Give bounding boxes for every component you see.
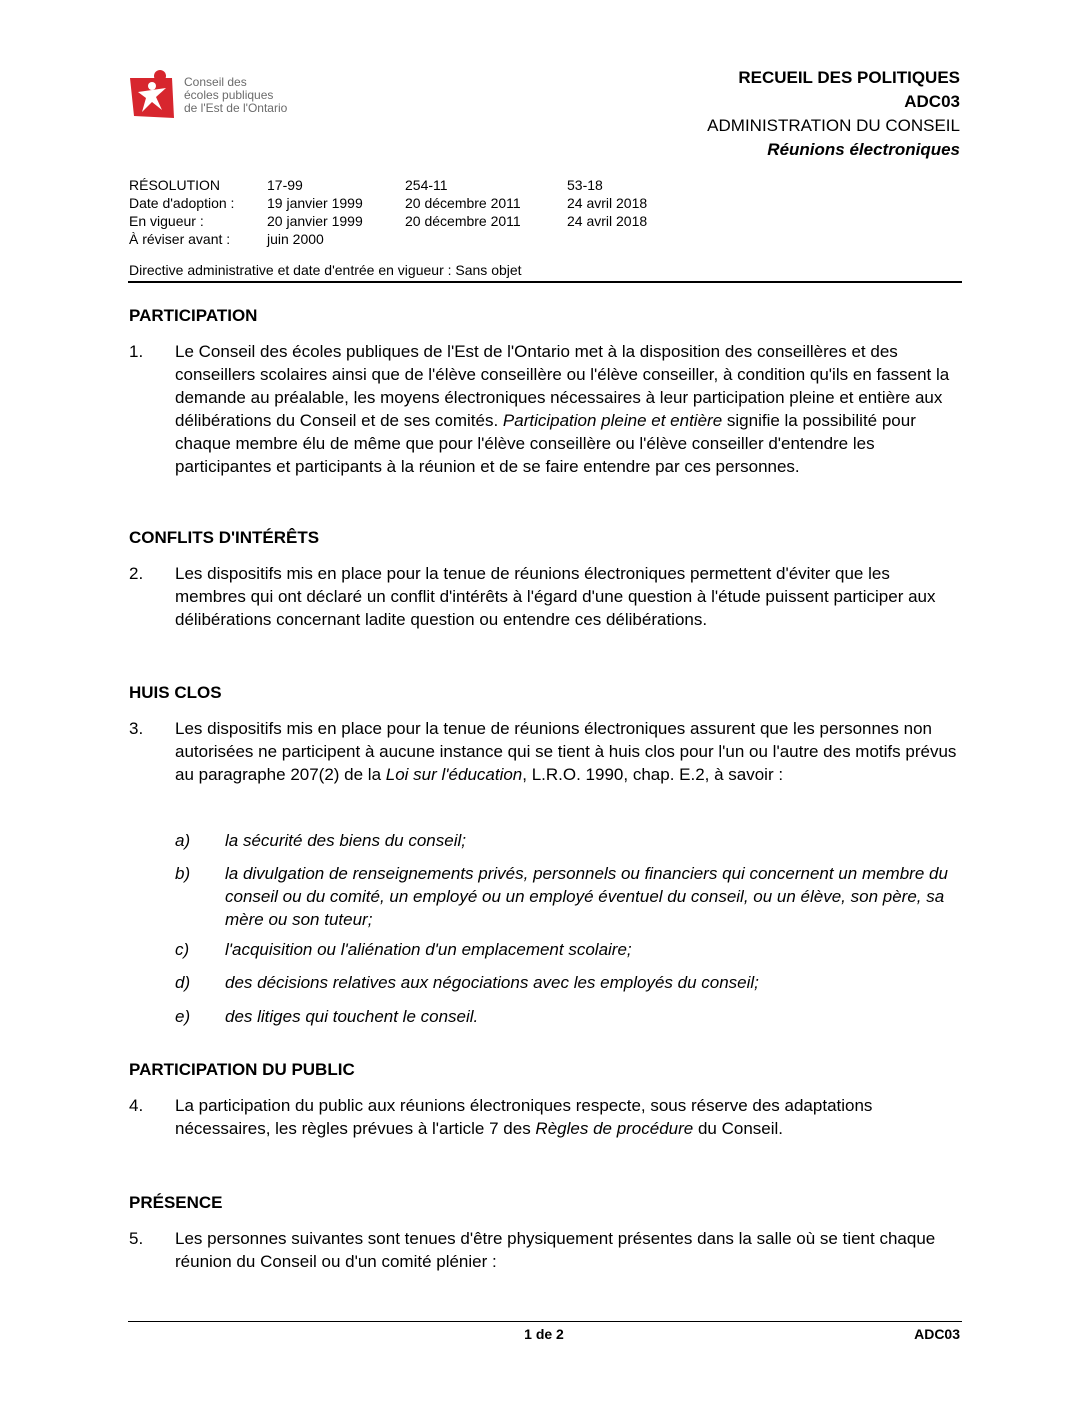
directive-note: Directive administrative et date d'entrée en vigueur : Sans objet <box>129 262 522 278</box>
section-title-public: PARTICIPATION DU PUBLIC <box>129 1060 355 1079</box>
list-item-label: d) <box>175 973 191 992</box>
logo-line-3: de l'Est de l'Ontario <box>184 101 288 115</box>
list-item-label: e) <box>175 1007 191 1026</box>
list-item <box>175 862 965 931</box>
document-header <box>707 66 960 162</box>
logo-line-1: Conseil des <box>184 75 247 89</box>
paragraph-number: 1. <box>129 342 144 361</box>
policy-category: ADMINISTRATION DU CONSEIL <box>707 116 960 135</box>
list-item-text: des décisions relatives aux négociations avec les employés du conseil; <box>225 973 759 992</box>
table-row <box>129 176 697 194</box>
paragraph-text: Les personnes suivantes sont tenues d'être physiquement présentes dans la salle où se tient chaque réunion du Conseil ou d'un comité plénier : <box>175 1229 936 1271</box>
list-item-label: a) <box>175 831 191 850</box>
logo-line-2: écoles publiques <box>184 88 274 102</box>
paragraph-number: 4. <box>129 1096 144 1115</box>
header-divider <box>128 281 962 283</box>
table-row <box>129 212 697 230</box>
section-title-huis-clos: HUIS CLOS <box>129 683 222 702</box>
list-item <box>175 938 965 961</box>
table-cell: Date d'adoption : <box>129 195 235 211</box>
section-title-conflicts: CONFLITS D'INTÉRÊTS <box>129 528 320 547</box>
list-item-text: l'acquisition ou l'aliénation d'un emplacement scolaire; <box>225 940 632 959</box>
table-row <box>129 230 697 248</box>
list-item-text: la sécurité des biens du conseil; <box>225 831 466 850</box>
paragraph-number: 5. <box>129 1229 144 1248</box>
paragraph-1 <box>129 340 959 478</box>
table-row <box>129 194 697 212</box>
table-cell: En vigueur : <box>129 213 204 229</box>
page-number: 1 de 2 <box>524 1326 564 1342</box>
list-item <box>175 829 965 852</box>
section-title-presence: PRÉSENCE <box>129 1193 223 1212</box>
table-cell: À réviser avant : <box>129 231 231 247</box>
paragraph-3 <box>129 717 959 786</box>
policy-title: Réunions électroniques <box>767 140 960 159</box>
table-cell: 254-11 <box>405 177 448 193</box>
list-item-text: des litiges qui touchent le conseil. <box>225 1007 479 1026</box>
footer-divider <box>128 1321 962 1322</box>
paragraph-2 <box>129 562 959 631</box>
table-cell: 20 décembre 2011 <box>405 213 521 229</box>
board-logo <box>130 70 298 120</box>
list-item-text: la divulgation de renseignements privés, personnels ou financiers qui concernent un membre du conseil ou du comité, un employé ou un employé éventuel du conseil, ou un élève, son père, sa mère ou son tuteur; <box>225 864 948 929</box>
table-cell <box>405 230 567 248</box>
table-cell: 17-99 <box>267 177 303 193</box>
table-cell: 53-18 <box>567 177 603 193</box>
paragraph-text: Les dispositifs mis en place pour la tenue de réunions électroniques assurent que les personnes non autorisées ne participent à aucune instance qui se tient à huis clos pour l'un ou l'autre des motifs prévus au paragraphe 207(2) de la Loi sur l'éducation, L.R.O. 1990, chap. E.2, à savoir : <box>175 719 957 784</box>
table-cell: 19 janvier 1999 <box>267 195 363 211</box>
collection-title: RECUEIL DES POLITIQUES <box>738 68 960 87</box>
logo-star-icon <box>130 70 174 118</box>
table-cell: juin 2000 <box>267 231 324 247</box>
footer-policy-code: ADC03 <box>914 1326 960 1342</box>
paragraph-text: Le Conseil des écoles publiques de l'Est de l'Ontario met à la disposition des conseillères et des conseillers scolaires ainsi que de l'élève conseillère ou l'élève conseiller, à condition qu'ils en fassent la demande au préalable, les moyens électroniques nécessaires à leur participation pleine et entière aux délibérations du Conseil et de ses comités. Participation pleine et entière signifie la possibilité pour chaque membre élu de même que pour l'élève conseillère ou l'élève conseiller d'entendre les participantes et participants à la réunion et de se faire entendre par ces personnes. <box>175 342 950 476</box>
list-item-label: b) <box>175 864 191 883</box>
table-cell: RÉSOLUTION <box>129 177 221 193</box>
table-cell: 20 décembre 2011 <box>405 195 521 211</box>
table-cell <box>567 230 697 248</box>
paragraph-5 <box>129 1227 959 1273</box>
paragraph-number: 2. <box>129 564 144 583</box>
section-title-participation: PARTICIPATION <box>129 306 258 325</box>
policy-code: ADC03 <box>904 92 960 111</box>
list-item-label: c) <box>175 940 190 959</box>
paragraph-number: 3. <box>129 719 144 738</box>
table-cell: 24 avril 2018 <box>567 195 648 211</box>
paragraph-text: Les dispositifs mis en place pour la tenue de réunions électroniques permettent d'éviter que les membres qui ont déclaré un conflit d'intérêts à l'égard d'une question à l'étude puissent participer aux délibérations concernant ladite question ou entendre ces délibérations. <box>175 564 936 629</box>
paragraph-text: La participation du public aux réunions électroniques respecte, sous réserve des adaptations nécessaires, les règles prévues à l'article 7 des Règles de procédure du Conseil. <box>175 1096 873 1138</box>
logo-text <box>184 76 287 115</box>
table-cell: 24 avril 2018 <box>567 213 648 229</box>
paragraph-4 <box>129 1094 959 1140</box>
list-item <box>175 1005 965 1028</box>
resolution-table <box>129 176 697 248</box>
list-item <box>175 971 965 994</box>
table-cell: 20 janvier 1999 <box>267 213 363 229</box>
